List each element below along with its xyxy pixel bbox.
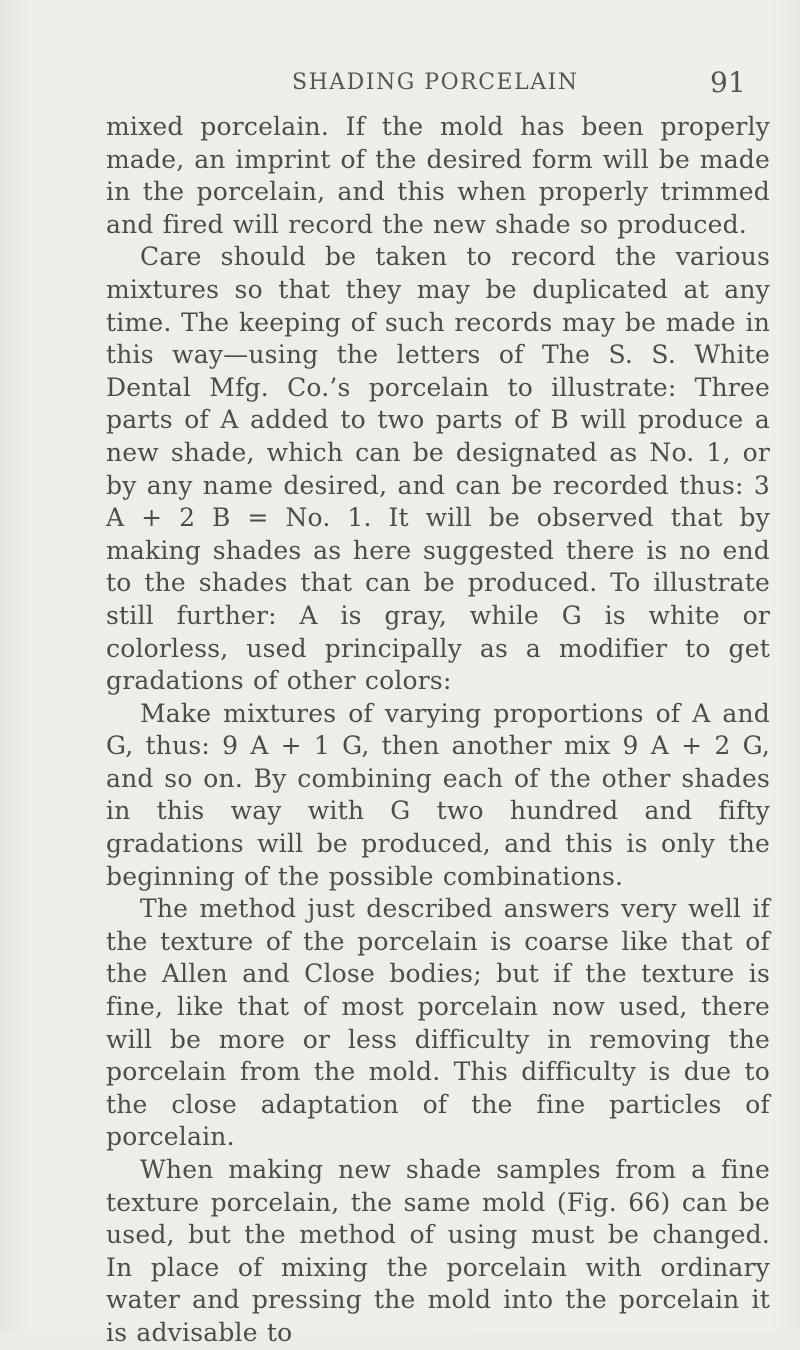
- paragraph-5: When making new shade samples from a fine texture porcelain, the same mold (Fig. 66) can be used, but the method of using must be changed. In place of mixing the porcelain with ordinary water and pressing the mold into the porcelain it is advisable to: [106, 1155, 770, 1347]
- paragraph-3: Make mixtures of varying proportions of A and G, thus: 9 A + 1 G, then another mix 9 A + 2 G, and so on. By combining each of the other shades in this way with G two hundred and fifty gradations will be produced, and this is only the beginning of the possible combinations.: [106, 698, 770, 891]
- paragraph-2: Care should be taken to record the various mixtures so that they may be duplicated at any time. The keeping of such records may be made in this way—using the letters of The S. S. White Dental Mfg. Co.’s porcelain to illustrate: Three parts of A added to two parts of B will produce a new shade, which can be designated as No. 1, or by any name desired, and can be recorded thus: 3 A + 2 B = No. 1. It will be observed that by making shades as here suggested there is no end to the shades that can be produced. To illustrate still further: A is gray, while G is white or colorless, used principally as a modifier to get gradations of other colors:: [106, 242, 770, 696]
- body-text: [106, 111, 770, 1350]
- paragraph-4: The method just described answers very well if the texture of the porcelain is coarse like that of the Allen and Close bodies; but if the texture is fine, like that of most porcelain now used, there will be more or less difficulty in removing the porcelain from the mold. This difficulty is due to the close adaptation of the fine particles of porcelain.: [106, 894, 770, 1152]
- running-head: SHADING PORCELAIN: [292, 70, 579, 95]
- page-header: [0, 66, 800, 106]
- page-number: 91: [710, 66, 746, 99]
- paragraph-1: mixed porcelain. If the mold has been properly made, an imprint of the desired form will be made in the porcelain, and this when properly trimmed and fired will record the new shade so produced.: [106, 112, 770, 239]
